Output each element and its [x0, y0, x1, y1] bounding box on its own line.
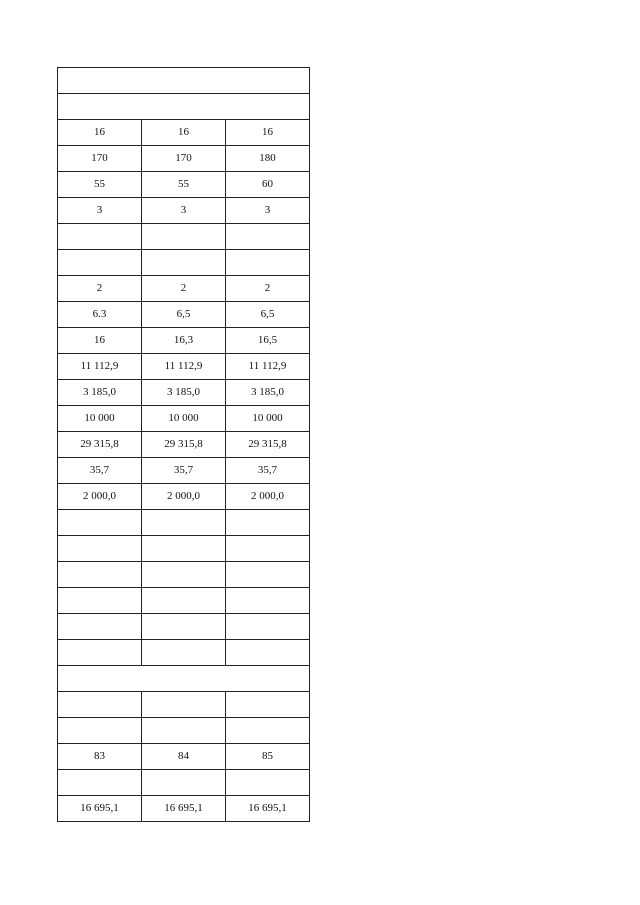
table-cell: 3 [142, 198, 226, 224]
table-row [58, 770, 310, 796]
table-cell: 55 [58, 172, 142, 198]
table-row [58, 484, 310, 510]
table-cell: 2 [142, 276, 226, 302]
table-row [58, 796, 310, 822]
table-cell [226, 614, 310, 640]
table-cell: 11 112,9 [226, 354, 310, 380]
table-cell: 10 000 [58, 406, 142, 432]
table-cell: 3 [226, 198, 310, 224]
table-cell [142, 614, 226, 640]
table-cell: 11 112,9 [142, 354, 226, 380]
table-cell: 29 315,8 [58, 432, 142, 458]
table-cell [142, 562, 226, 588]
table-cell [226, 562, 310, 588]
table-cell [58, 640, 142, 666]
table-cell: 2 [58, 276, 142, 302]
table-cell [142, 770, 226, 796]
table-cell: 84 [142, 744, 226, 770]
table-cell: 2 000,0 [58, 484, 142, 510]
table-cell: 16,5 [226, 328, 310, 354]
table-cell [58, 536, 142, 562]
table-cell: 16 [226, 120, 310, 146]
table-row [58, 380, 310, 406]
table-cell [226, 250, 310, 276]
table-cell [58, 224, 142, 250]
table-row [58, 354, 310, 380]
merged-cell [58, 94, 310, 120]
table-cell [226, 692, 310, 718]
table-row [58, 432, 310, 458]
table-row [58, 224, 310, 250]
table-row [58, 120, 310, 146]
table-cell: 16 695,1 [58, 796, 142, 822]
table-cell: 83 [58, 744, 142, 770]
table-cell [58, 562, 142, 588]
table-cell: 35,7 [226, 458, 310, 484]
table-row [58, 94, 310, 120]
table-cell: 2 [226, 276, 310, 302]
table-cell: 16 695,1 [226, 796, 310, 822]
merged-cell [58, 666, 310, 692]
table-cell [142, 588, 226, 614]
table-cell: 6,5 [226, 302, 310, 328]
table-cell: 6.3 [58, 302, 142, 328]
table-cell [58, 250, 142, 276]
table-cell [226, 640, 310, 666]
table-row [58, 614, 310, 640]
table-cell: 3 185,0 [226, 380, 310, 406]
table-cell: 180 [226, 146, 310, 172]
table-cell: 35,7 [142, 458, 226, 484]
table-cell: 2 000,0 [226, 484, 310, 510]
table-cell [142, 250, 226, 276]
table-cell: 170 [58, 146, 142, 172]
table-row [58, 146, 310, 172]
table-cell: 3 [58, 198, 142, 224]
table-cell: 3 185,0 [58, 380, 142, 406]
table-cell: 10 000 [142, 406, 226, 432]
data-table-body [58, 68, 310, 822]
table-cell [142, 718, 226, 744]
table-cell: 10 000 [226, 406, 310, 432]
table-cell: 11 112,9 [58, 354, 142, 380]
table-cell [226, 536, 310, 562]
table-cell [58, 510, 142, 536]
table-cell [58, 588, 142, 614]
table-cell: 170 [142, 146, 226, 172]
table-cell [58, 770, 142, 796]
table-cell: 3 185,0 [142, 380, 226, 406]
table-cell [226, 224, 310, 250]
table-cell: 85 [226, 744, 310, 770]
merged-cell [58, 68, 310, 94]
table-row [58, 588, 310, 614]
table-row [58, 302, 310, 328]
table-row [58, 718, 310, 744]
table-row [58, 640, 310, 666]
table-cell [142, 510, 226, 536]
table-cell [226, 770, 310, 796]
table-cell [226, 510, 310, 536]
table-cell: 29 315,8 [142, 432, 226, 458]
table-row [58, 692, 310, 718]
table-cell: 29 315,8 [226, 432, 310, 458]
table-cell: 35,7 [58, 458, 142, 484]
table-cell: 16 [58, 120, 142, 146]
table-cell [226, 718, 310, 744]
table-row [58, 744, 310, 770]
table-cell: 16 [142, 120, 226, 146]
table-cell [58, 718, 142, 744]
table-row [58, 536, 310, 562]
table-row [58, 68, 310, 94]
table-cell: 16,3 [142, 328, 226, 354]
table-cell [226, 588, 310, 614]
table-row [58, 172, 310, 198]
table-row [58, 562, 310, 588]
table-cell [142, 536, 226, 562]
table-cell: 16 [58, 328, 142, 354]
table-cell [58, 692, 142, 718]
table-cell: 2 000,0 [142, 484, 226, 510]
table-row [58, 198, 310, 224]
table-row [58, 510, 310, 536]
table-row [58, 328, 310, 354]
table-cell: 60 [226, 172, 310, 198]
table-row [58, 666, 310, 692]
data-table [57, 67, 310, 822]
table-row [58, 406, 310, 432]
table-row [58, 250, 310, 276]
table-row [58, 458, 310, 484]
table-cell: 55 [142, 172, 226, 198]
table-row [58, 276, 310, 302]
table-cell: 16 695,1 [142, 796, 226, 822]
table-cell [142, 692, 226, 718]
table-cell [58, 614, 142, 640]
table-cell [142, 224, 226, 250]
table-cell: 6,5 [142, 302, 226, 328]
table-cell [142, 640, 226, 666]
